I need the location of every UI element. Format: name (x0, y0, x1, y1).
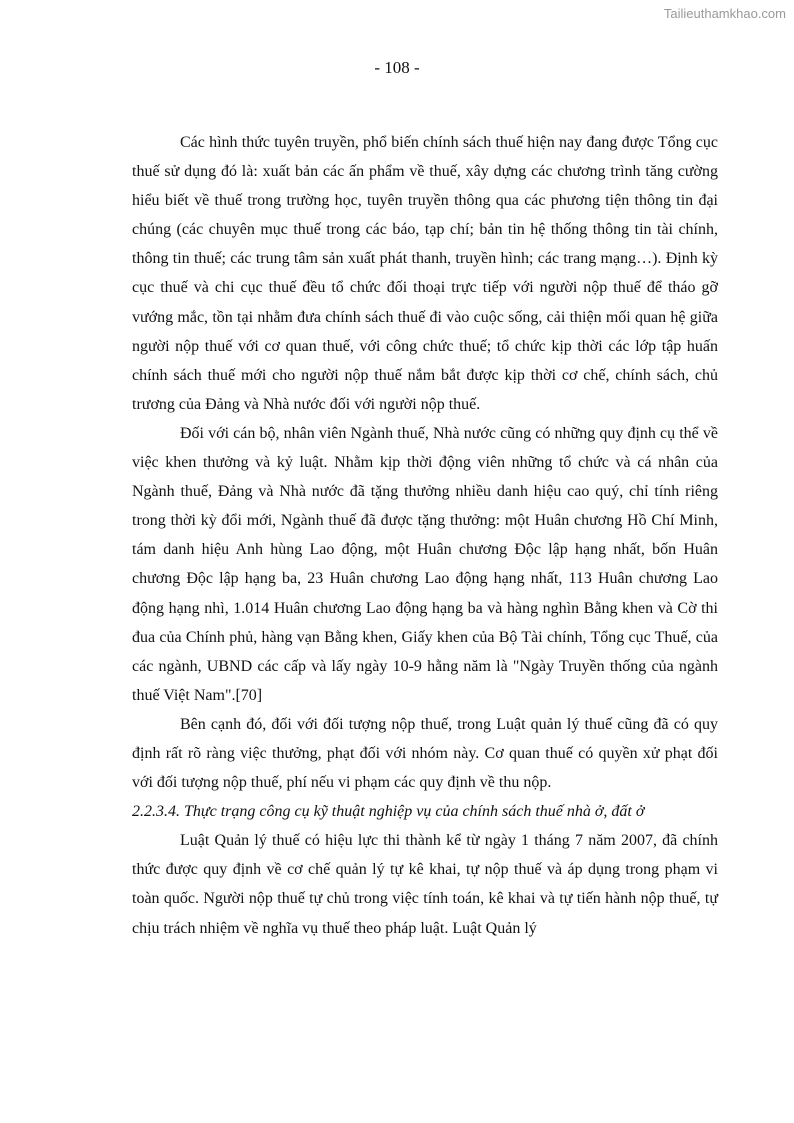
paragraph-tax-propaganda: Các hình thức tuyên truyền, phổ biến chính sách thuế hiện nay đang được Tổng cục thuế sử dụng đó là: xuất bản các ấn phẩm về thuế, xây dựng các chương trình tăng cường hiểu biết về thuế trong trường học, tuyên truyền thông qua các phương tiện thông tin đại chúng (các chuyên mục thuế trong các báo, tạp chí; bản tin hệ thống thông tin tài chính, thông tin thuế; các trung tâm sản xuất phát thanh, truyền hình; các trang mạng…). Định kỳ cục thuế và chi cục thuế đều tổ chức đối thoại trực tiếp với người nộp thuế để tháo gỡ vướng mắc, tồn tại nhằm đưa chính sách thuế đi vào cuộc sống, cải thiện mối quan hệ giữa người nộp thuế với cơ quan thuế, với công chức thuế; tổ chức kịp thời các lớp tập huấn chính sách thuế mới cho người nộp thuế nắm bắt được kịp thời cơ chế, chính sách, chủ trương của Đảng và Nhà nước đối với người nộp thuế. (132, 134, 718, 413)
paragraph-tax-administration-law: Luật Quản lý thuế có hiệu lực thi thành kể từ ngày 1 tháng 7 năm 2007, đã chính thức được quy định về cơ chế quản lý tự kê khai, tự nộp thuế và áp dụng trong phạm vi toàn quốc. Người nộp thuế tự chủ trong việc tính toán, kê khai và tự tiến hành nộp thuế, tự chịu trách nhiệm về nghĩa vụ thuế theo pháp luật. Luật Quản lý (132, 832, 718, 937)
watermark: Tailieuthamkhao.com (663, 6, 786, 21)
paragraph-rewards-discipline: Đối với cán bộ, nhân viên Ngành thuế, Nhà nước cũng có những quy định cụ thể về việc khen thưởng và kỷ luật. Nhằm kịp thời động viên những tổ chức và cá nhân của Ngành thuế, Đảng và Nhà nước đã tặng thưởng nhiều danh hiệu cao quý, chỉ tính riêng trong thời kỳ đổi mới, Ngành thuế đã được tặng thưởng: một Huân chương Hồ Chí Minh, tám danh hiệu Anh hùng Lao động, một Huân chương Độc lập hạng nhất, bốn Huân chương Độc lập hạng ba, 23 Huân chương Lao động hạng nhất, 113 Huân chương Lao động hạng nhì, 1.014 Huân chương Lao động hạng ba và hàng nghìn Bằng khen và Cờ thi đua của Chính phủ, hàng vạn Bằng khen, Giấy khen của Bộ Tài chính, Tổng cục Thuế, của các ngành, UBND các cấp và lấy ngày 10-9 hằng năm là "Ngày Truyền thống của ngành thuế Việt Nam".[70] (132, 424, 718, 704)
paragraph-taxpayer-penalties: Bên cạnh đó, đối với đối tượng nộp thuế, trong Luật quản lý thuế cũng đã có quy định rất rõ ràng việc thưởng, phạt đối với nhóm này. Cơ quan thuế có quyền xử phạt đối với đối tượng nộp thuế, phí nếu vi phạm các quy định về thu nộp. (132, 715, 718, 792)
document-body (132, 128, 718, 943)
page-number: - 108 - (374, 58, 420, 77)
section-heading: 2.2.3.4. Thực trạng công cụ kỹ thuật nghiệp vụ của chính sách thuế nhà ở, đất ở (132, 803, 645, 821)
